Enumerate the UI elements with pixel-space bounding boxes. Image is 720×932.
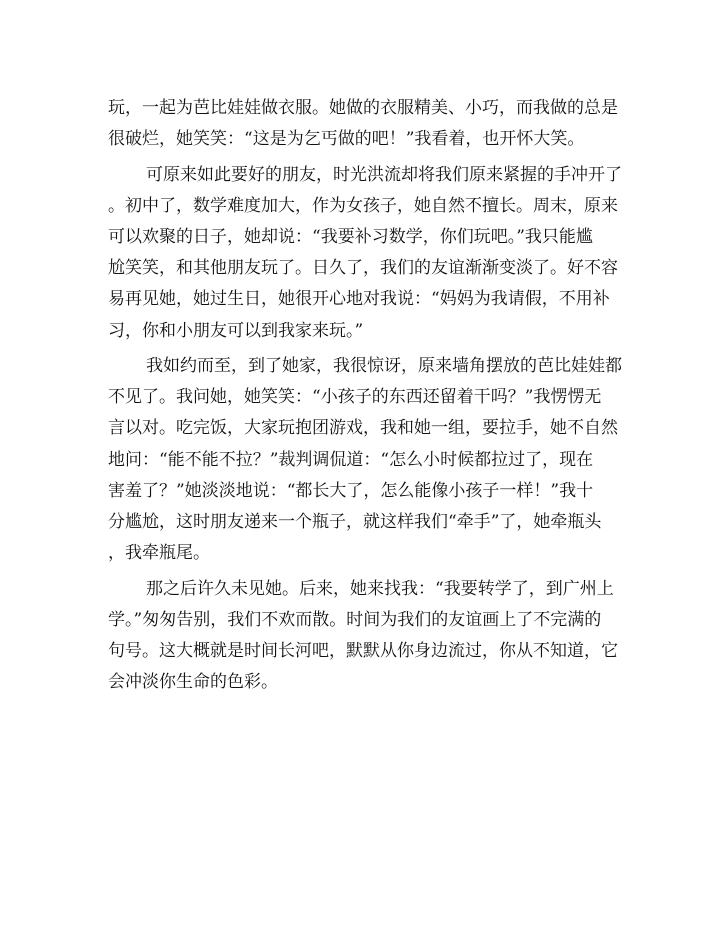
text-line: 害羞了？”她淡淡地说：“都长大了，怎么能像小孩子一样！”我十	[108, 480, 594, 501]
text-line: 学。”匆匆告别，我们不欢而散。时间为我们的友谊画上了不完满的	[108, 609, 602, 630]
text-line: 习，你和小朋友可以到我家来玩。”	[108, 320, 364, 341]
text-line: 很破烂，她笑笑：“这是为乞丐做的吧！”我看着，也开怀大笑。	[108, 129, 585, 150]
text-line: 分尴尬，这时朋友递来一个瓶子，就这样我们“牵手”了，她牵瓶头	[108, 512, 602, 533]
text-line: 句号。这大概就是时间长河吧，默默从你身边流过，你从不知道，它	[108, 641, 618, 662]
text-line: 不见了。我问她，她笑笑：“小孩子的东西还留着干吗？”我愣愣无	[108, 387, 602, 408]
text-line: 会冲淡你生命的色彩。	[108, 672, 278, 693]
paragraph-first-line: 可原来如此要好的朋友，时光洪流却将我们原来紧握的手冲开了	[146, 164, 622, 185]
text-line: 尬笑笑，和其他朋友玩了。日久了，我们的友谊渐渐变淡了。好不容	[108, 258, 618, 279]
text-line: 。初中了，数学难度加大，作为女孩子，她自然不擅长。周末，原来	[108, 195, 618, 216]
paragraph-first-line: 我如约而至，到了她家，我很惊讶，原来墙角摆放的芭比娃娃都	[146, 356, 622, 377]
text-line: 言以对。吃完饭，大家玩抱团游戏，我和她一组，要拉手，她不自然	[108, 418, 618, 439]
text-line: 玩，一起为芭比娃娃做衣服。她做的衣服精美、小巧，而我做的总是	[108, 98, 618, 118]
text-line: 地问：“能不能不拉？”裁判调侃道：“怎么小时候都拉过了，现在	[108, 449, 594, 470]
text-line: 易再见她，她过生日，她很开心地对我说：“妈妈为我请假，不用补	[108, 289, 610, 310]
paragraph-first-line: 那之后许久未见她。后来，她来找我：“我要转学了，到广州上	[146, 578, 614, 599]
text-line: ，我牵瓶尾。	[108, 543, 210, 564]
essay-text	[108, 93, 628, 698]
text-line: 可以欢聚的日子，她却说：“我要补习数学，你们玩吧。”我只能尴	[108, 227, 593, 248]
